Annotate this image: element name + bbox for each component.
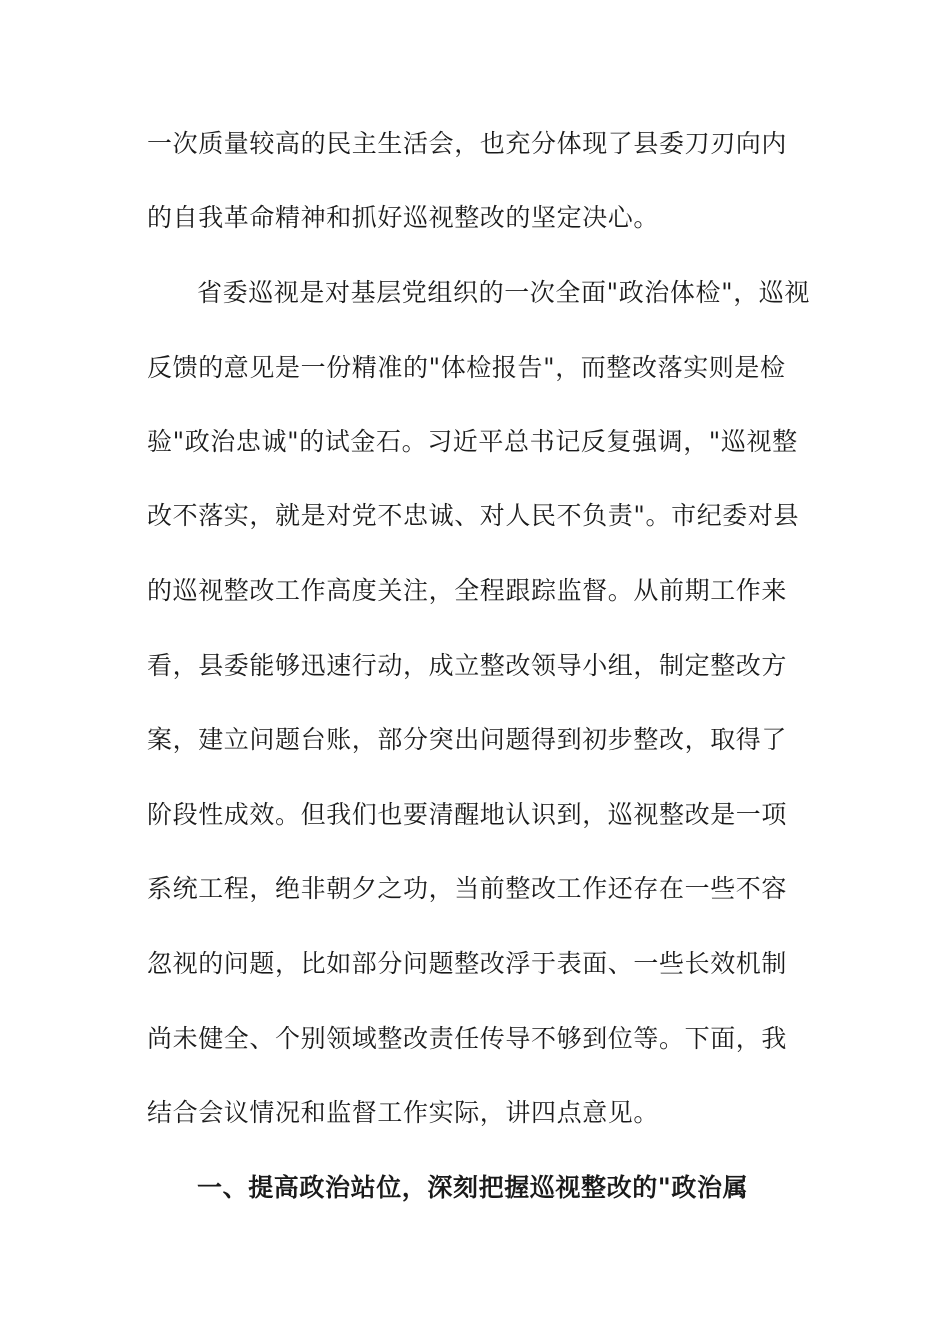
paragraph-line: 看，县委能够迅速行动，成立整改领导小组，制定整改方 <box>147 651 788 680</box>
paragraph-line: 忽视的问题，比如部分问题整改浮于表面、一些长效机制 <box>147 949 788 978</box>
paragraph-line: 结合会议情况和监督工作实际，讲四点意见。 <box>147 1098 660 1127</box>
paragraph-line: 验"政治忠诚"的试金石。习近平总书记反复强调，"巡视整 <box>147 427 798 456</box>
paragraph-line: 省委巡视是对基层党组织的一次全面"政治体检"，巡视 <box>197 278 810 307</box>
paragraph-line: 系统工程，绝非朝夕之功，当前整改工作还存在一些不容 <box>147 874 788 903</box>
paragraph-line: 案，建立问题台账，部分突出问题得到初步整改，取得了 <box>147 725 788 754</box>
paragraph-line: 的自我革命精神和抓好巡视整改的坚定决心。 <box>147 203 660 232</box>
paragraph-line: 反馈的意见是一份精准的"体检报告"，而整改落实则是检 <box>147 353 786 382</box>
paragraph-line: 一次质量较高的民主生活会，也充分体现了县委刀刃向内 <box>147 129 788 158</box>
section-heading: 一、提高政治站位，深刻把握巡视整改的"政治属 <box>197 1173 749 1202</box>
paragraph-line: 尚未健全、个别领域整改责任传导不够到位等。下面，我 <box>147 1024 788 1053</box>
paragraph-line: 改不落实，就是对党不忠诚、对人民不负责"。市纪委对县 <box>147 501 800 530</box>
paragraph-line: 阶段性成效。但我们也要清醒地认识到，巡视整改是一项 <box>147 800 788 829</box>
paragraph-line: 的巡视整改工作高度关注，全程跟踪监督。从前期工作来 <box>147 576 788 605</box>
